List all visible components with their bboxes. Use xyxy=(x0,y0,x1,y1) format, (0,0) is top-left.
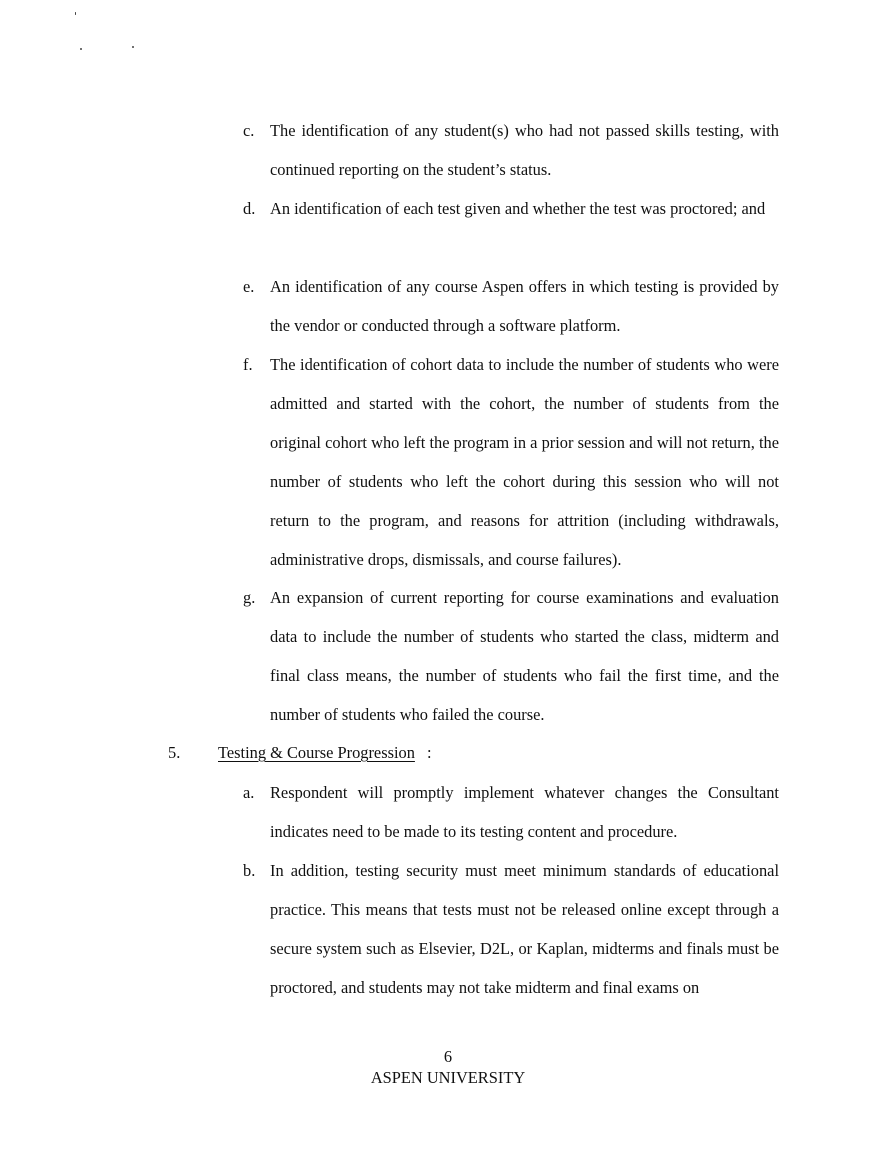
scan-speck xyxy=(75,12,76,15)
list-item-a xyxy=(243,773,779,851)
list-item-c xyxy=(243,111,779,189)
list-item-g xyxy=(243,578,779,734)
list-item-text: An identification of any course Aspen offers in which testing is provided by the vendor or conducted through a software platform. xyxy=(270,277,779,335)
list-item-text: An identification of each test given and whether the test was proctored; and xyxy=(270,199,766,218)
list-marker: b. xyxy=(243,861,256,880)
list-marker: a. xyxy=(243,783,255,802)
list-item-d xyxy=(243,189,779,228)
scan-speck xyxy=(132,46,134,48)
list-item-b xyxy=(243,851,779,1007)
list-marker: f. xyxy=(243,355,253,374)
list-marker: c. xyxy=(243,121,255,140)
list-item-e xyxy=(243,267,779,345)
page-number: 6 xyxy=(443,1047,453,1066)
list-item-text: The identification of any student(s) who had not passed skills testing, with continued reporting on the student’s status. xyxy=(270,121,779,179)
list-item-text: In addition, testing security must meet minimum standards of educational practice. This means that tests must not be released online except through a secure system such as Elsevier, D2L, or Kaplan, midterms and finals must be proctored, and students may not take midterm and final exams on xyxy=(270,861,779,997)
list-marker: e. xyxy=(243,277,255,296)
section-number: 5. xyxy=(168,743,181,762)
scan-speck xyxy=(80,48,82,50)
list-marker: d. xyxy=(243,199,256,218)
list-marker: g. xyxy=(243,588,256,607)
list-item-text: The identification of cohort data to include the number of students who were admitted and started with the cohort, the number of students from the original cohort who left the program in a prior session and will not return, the number of students who left the cohort during this session who will not return to the program, and reasons for attrition (including withdrawals, administrative drops, dismissals, and course failures). xyxy=(270,355,779,569)
list-item-text: An expansion of current reporting for course examinations and evaluation data to include the number of students who started the class, midterm and final class means, the number of students who fail the first time, and the number of students who failed the course. xyxy=(270,588,779,724)
section-title: Testing & Course Progression xyxy=(218,743,415,762)
list-item-text: Respondent will promptly implement whatever changes the Consultant indicates need to be made to its testing content and procedure. xyxy=(270,783,779,841)
section-title-punct: : xyxy=(427,743,432,762)
list-item-f xyxy=(243,345,779,579)
page-footer: ASPEN UNIVERSITY xyxy=(370,1068,526,1087)
